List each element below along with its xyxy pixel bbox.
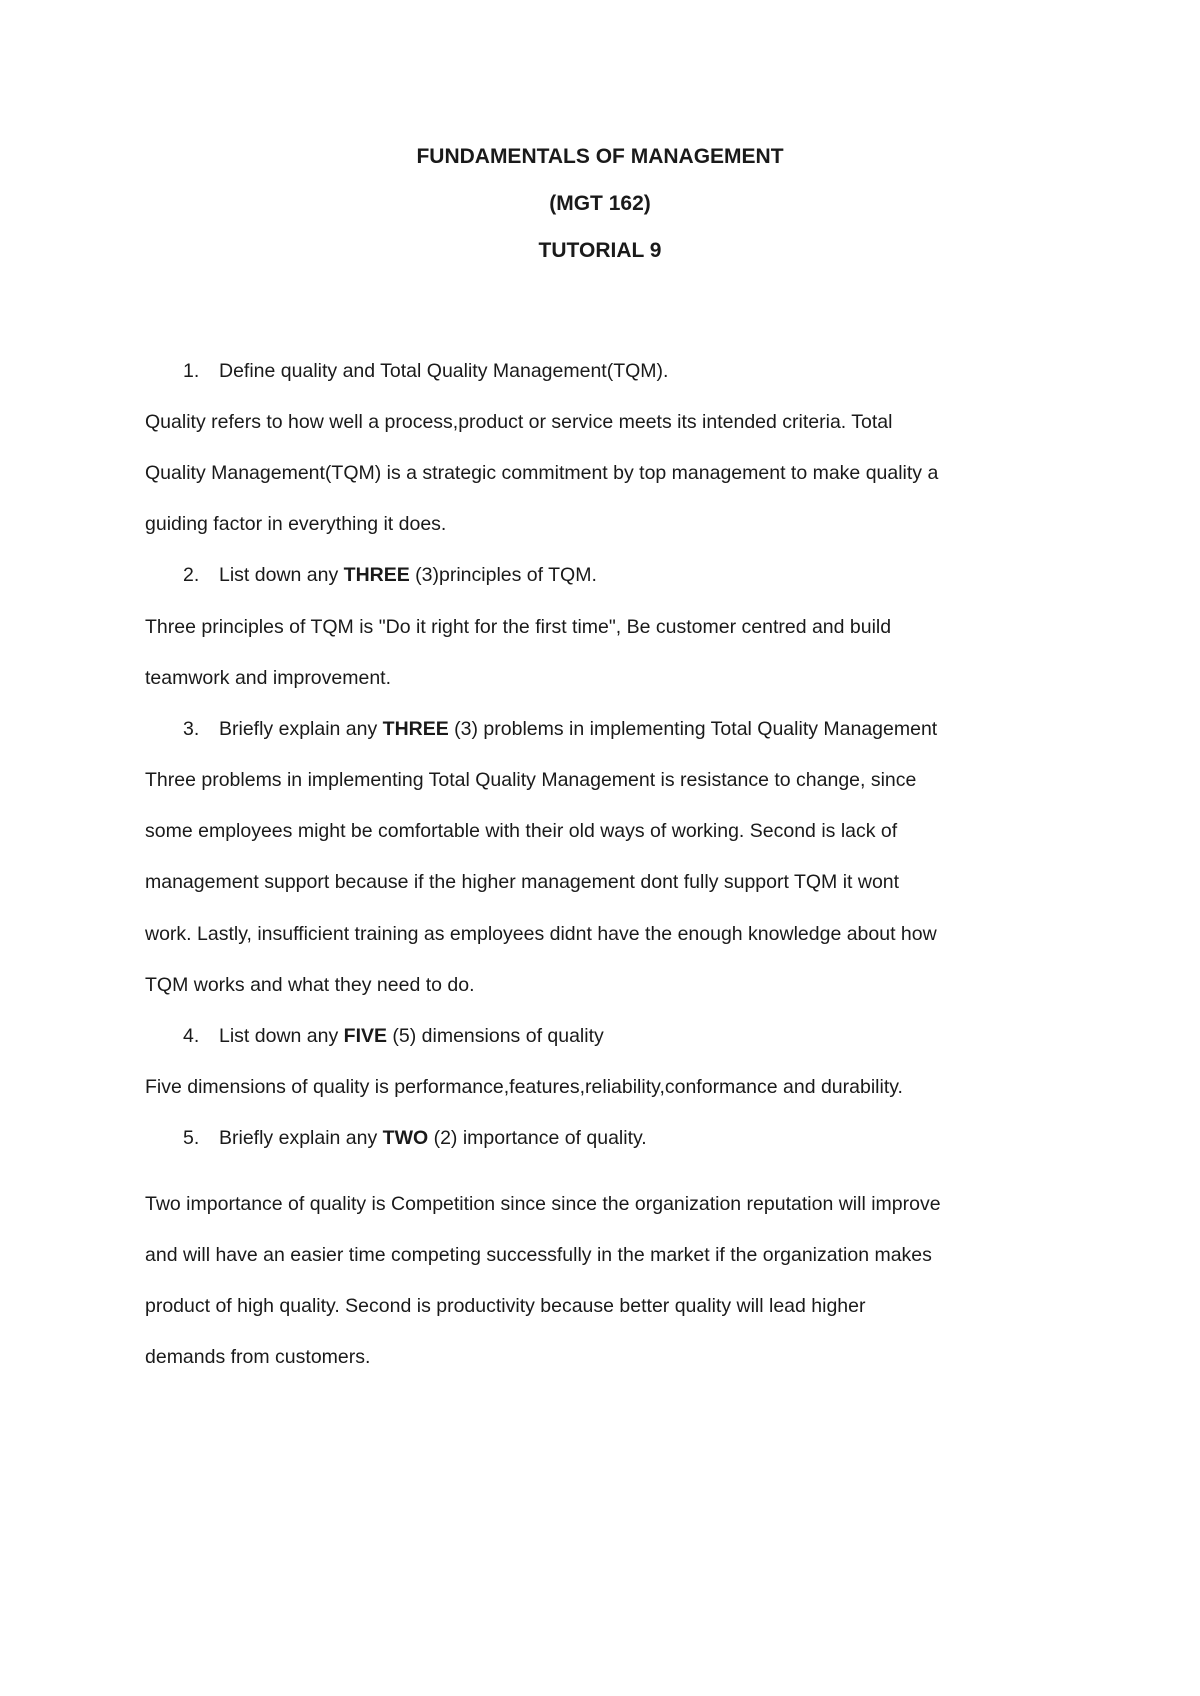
question-emphasis: THREE: [343, 564, 410, 586]
answer-2-line-2: teamwork and improvement.: [145, 667, 392, 689]
answer-2-line-1: Three principles of TQM is "Do it right for the first time", Be customer centred and build: [145, 616, 892, 638]
answer-3-line-1: Three problems in implementing Total Quality Management is resistance to change, since: [145, 769, 917, 791]
question-number: 2.: [183, 564, 200, 586]
answer-5-line-3: product of high quality. Second is productivity because better quality will lead higher: [145, 1295, 866, 1317]
question-number: 3.: [183, 718, 200, 740]
answer-5-line-4: demands from customers.: [145, 1346, 371, 1368]
question-text-after: (3) problems in implementing Total Quality Management: [448, 718, 938, 740]
question-text-before: Briefly explain any: [219, 1127, 383, 1149]
question-4: [183, 1025, 604, 1048]
question-text-after: (2) importance of quality.: [428, 1127, 647, 1149]
question-text-before: Briefly explain any: [219, 718, 383, 740]
answer-3-line-4: work. Lastly, insufficient training as employees didnt have the enough knowledge about how: [145, 923, 937, 945]
question-emphasis: THREE: [382, 718, 449, 740]
document-title: FUNDAMENTALS OF MANAGEMENT: [416, 145, 784, 168]
question-emphasis: TWO: [382, 1127, 429, 1149]
answer-1-line-3: guiding factor in everything it does.: [145, 513, 447, 535]
answer-3-line-5: TQM works and what they need to do.: [145, 974, 475, 996]
question-text-before: List down any: [219, 1025, 344, 1047]
tutorial-number: TUTORIAL 9: [538, 239, 662, 262]
question-emphasis: FIVE: [343, 1025, 387, 1047]
question-number: 1.: [183, 360, 200, 382]
question-3: [183, 718, 937, 741]
answer-1-line-2: Quality Management(TQM) is a strategic commitment by top management to make quality a: [145, 462, 939, 484]
question-5: [183, 1127, 647, 1150]
answer-4-line-1: Five dimensions of quality is performance,features,reliability,conformance and durability.: [145, 1076, 903, 1098]
course-code: (MGT 162): [549, 192, 651, 215]
question-text-after: (3)principles of TQM.: [409, 564, 597, 586]
answer-3-line-2: some employees might be comfortable with their old ways of working. Second is lack of: [145, 820, 898, 842]
question-number: 4.: [183, 1025, 200, 1047]
answer-1-line-1: Quality refers to how well a process,product or service meets its intended criteria. Total: [145, 411, 893, 433]
question-text-after: (5) dimensions of quality: [387, 1025, 604, 1047]
answer-3-line-3: management support because if the higher management dont fully support TQM it wont: [145, 871, 900, 893]
question-text: Define quality and Total Quality Management(TQM).: [219, 360, 669, 382]
answer-5-line-2: and will have an easier time competing successfully in the market if the organization makes: [145, 1244, 932, 1266]
question-1: [183, 360, 668, 383]
answer-5-line-1: Two importance of quality is Competition since since the organization reputation will improve: [145, 1193, 941, 1215]
question-2: [183, 564, 597, 587]
question-text-before: List down any: [219, 564, 344, 586]
question-number: 5.: [183, 1127, 200, 1149]
